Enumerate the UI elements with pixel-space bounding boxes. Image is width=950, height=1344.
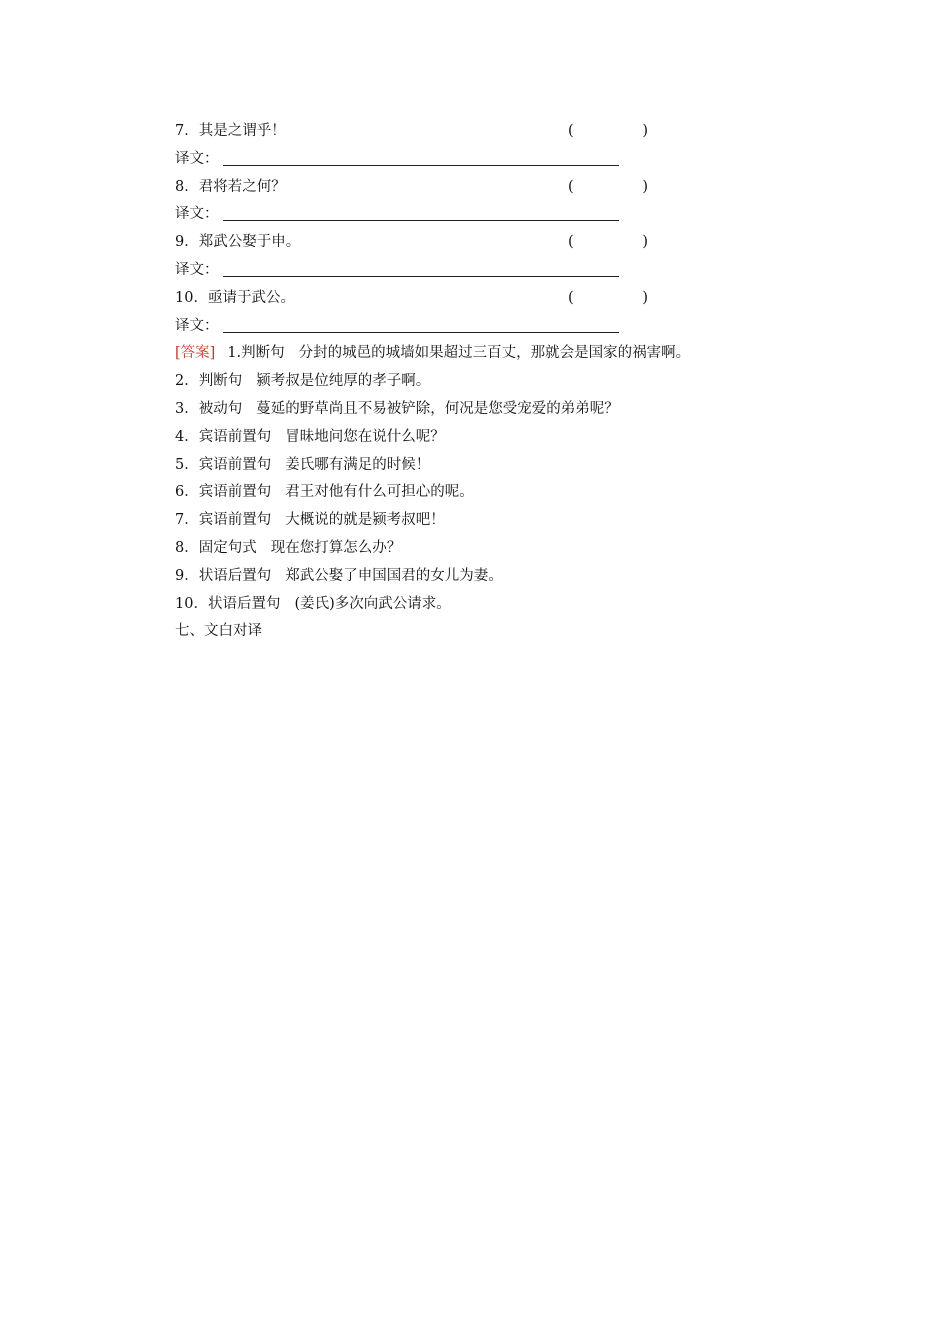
- answer-tag: [答案]: [175, 345, 216, 362]
- document-page: [175, 118, 815, 646]
- section-heading: 七、文白对译: [175, 623, 262, 640]
- translation-label: 译文：: [175, 150, 219, 167]
- translation-label: 译文：: [175, 206, 219, 223]
- paren-open: (: [568, 289, 574, 306]
- answer-translation: 现在您打算怎么办？: [270, 539, 402, 556]
- answer-row: [175, 452, 815, 480]
- answer-blank[interactable]: [568, 174, 648, 202]
- answer-row: [175, 479, 815, 507]
- question-row: [175, 174, 815, 202]
- answer-row: [175, 424, 815, 452]
- sentence-type: 6．宾语前置句: [175, 484, 272, 501]
- answer-translation: 大概说的就是颍考叔吧！: [285, 512, 445, 529]
- paren-open: (: [568, 234, 574, 251]
- paren-close: ): [642, 289, 648, 306]
- sentence-type: 10．状语后置句: [175, 595, 281, 612]
- answer-blank[interactable]: [568, 229, 648, 257]
- translation-row: [175, 146, 815, 174]
- answer-row: [175, 368, 815, 396]
- answer-translation: 姜氏哪有满足的时候！: [285, 456, 431, 473]
- sentence-type: 8．固定句式: [175, 539, 257, 556]
- paren-close: ): [642, 178, 648, 195]
- sentence-type: 5．宾语前置句: [175, 456, 272, 473]
- question-row: [175, 285, 815, 313]
- translation-label: 译文：: [175, 317, 219, 334]
- answer-translation: 冒昧地问您在说什么呢？: [285, 428, 445, 445]
- answer-row: [175, 396, 815, 424]
- sentence-type: 2．判断句: [175, 373, 243, 390]
- paren-close: ): [642, 234, 648, 251]
- answer-translation: 郑武公娶了申国国君的女儿为妻。: [285, 567, 503, 584]
- paren-open: (: [568, 178, 574, 195]
- question-text: 7．其是之谓乎！: [175, 123, 286, 139]
- answer-translation: 蔓延的野草尚且不易被铲除，何况是您受宠爱的弟弟呢？: [256, 400, 619, 417]
- paren-close: ): [642, 123, 648, 139]
- answer-translation: 颍考叔是位纯厚的孝子啊。: [256, 373, 431, 390]
- sentence-type: 4．宾语前置句: [175, 428, 272, 445]
- answer-blank[interactable]: [568, 285, 648, 313]
- translation-label: 译文：: [175, 261, 219, 278]
- translation-row: [175, 201, 815, 229]
- translation-row: [175, 313, 815, 341]
- sentence-type: 9．状语后置句: [175, 567, 272, 584]
- paren-open: (: [568, 123, 574, 139]
- translation-blank-line[interactable]: [223, 276, 619, 277]
- question-text: 9．郑武公娶于申。: [175, 234, 301, 251]
- answer-row: [175, 591, 815, 619]
- answer-translation: 分封的城邑的城墙如果超过三百丈，那就会是国家的祸害啊。: [298, 345, 691, 362]
- sentence-type: 7．宾语前置句: [175, 512, 272, 529]
- answer-blank[interactable]: [568, 118, 648, 146]
- translation-blank-line[interactable]: [223, 220, 619, 221]
- answer-row: [175, 340, 815, 368]
- answer-row: [175, 507, 815, 535]
- translation-row: [175, 257, 815, 285]
- translation-blank-line[interactable]: [223, 332, 619, 333]
- sentence-type: 1.判断句: [227, 345, 285, 362]
- answer-translation: 君王对他有什么可担心的呢。: [285, 484, 474, 501]
- question-row: [175, 229, 815, 257]
- answer-translation: (姜氏)多次向武公请求。: [294, 595, 451, 612]
- question-text: 8．君将若之何？: [175, 178, 286, 195]
- answer-row: [175, 563, 815, 591]
- sentence-type: 3．被动句: [175, 400, 243, 417]
- question-row: [175, 118, 815, 146]
- translation-blank-line[interactable]: [223, 165, 619, 166]
- answer-row: [175, 535, 815, 563]
- question-text: 10．亟请于武公。: [175, 289, 295, 306]
